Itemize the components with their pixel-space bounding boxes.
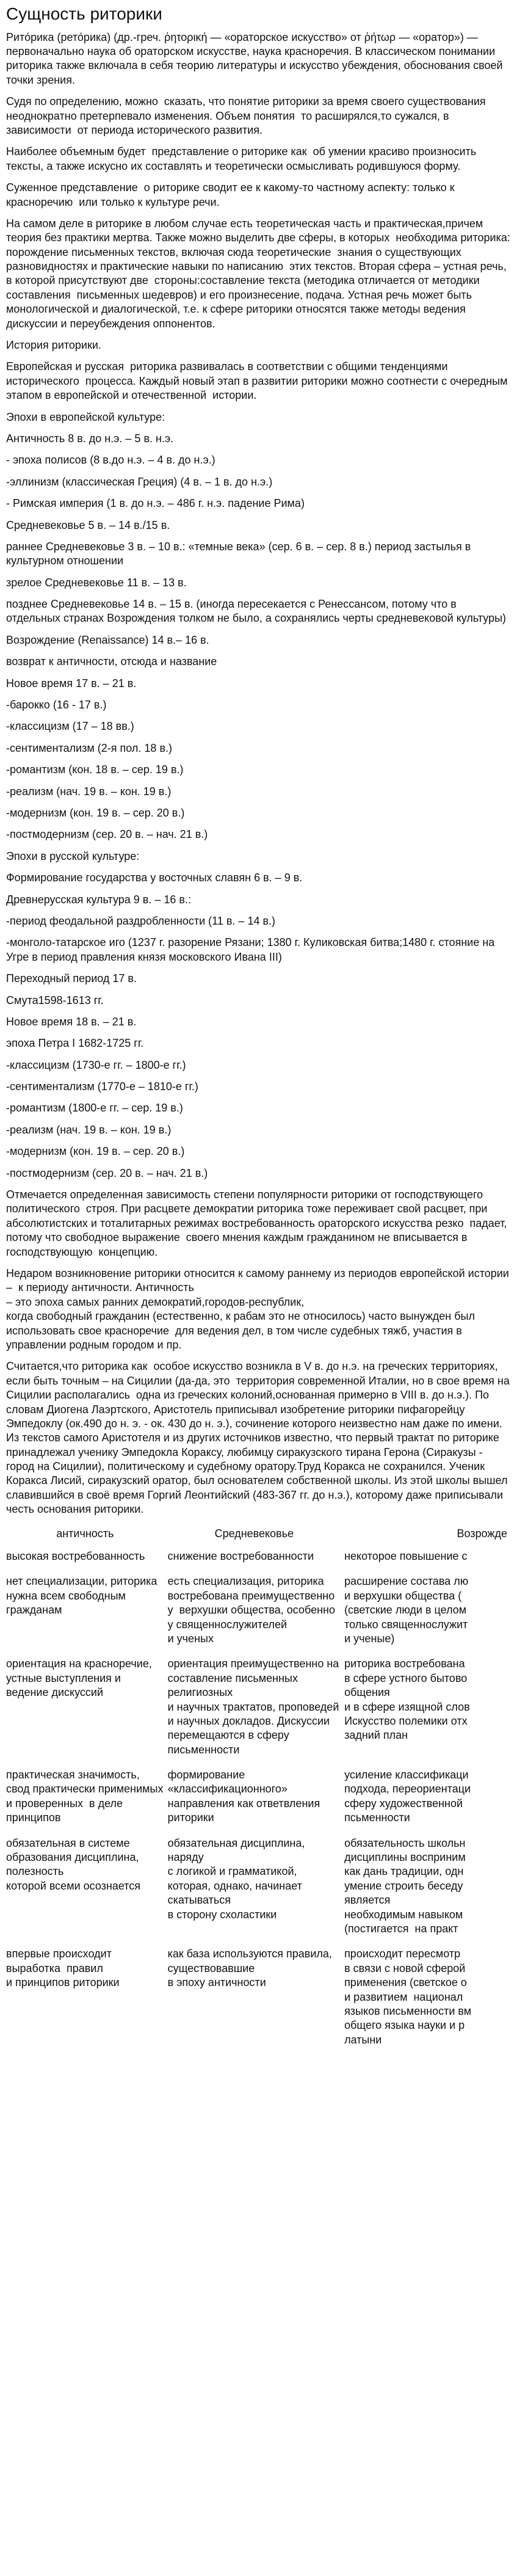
list-item: -постмодернизм (сер. 20 в. – нач. 21 в.) bbox=[6, 1166, 208, 1179]
list-item: зрелое Средневековье 11 в. – 13 в. bbox=[6, 576, 187, 589]
list-item: Новое время 18 в. – 21 в. bbox=[6, 1015, 137, 1028]
table-header-antiquity: античность bbox=[56, 1527, 114, 1540]
list-item: - эпоха полисов (8 в.до н.э. – 4 в. до н.э.) bbox=[6, 454, 215, 467]
list-item: Новое время 17 в. – 21 в. bbox=[6, 677, 137, 689]
table-cell: как база используются правила, существовавшие в эпоху античности bbox=[167, 1948, 332, 1989]
paragraph: Судя по определению, можно сказать, что понятие риторики за время своего существования неоднократно претерпевало изменения. Объем понятия то расширялся,то сужался, в зависимости от периода исторического развития. bbox=[6, 95, 489, 136]
table-row bbox=[6, 1572, 511, 1654]
list-item: Средневековье 5 в. – 14 в./15 в. bbox=[6, 518, 170, 531]
list-item: позднее Средневековье 14 в. – 15 в. (иногда пересекается с Ренессансом, потому что в отдельных странах Возрождения толком не было, а сохранялись черты средневековой культуры) bbox=[6, 598, 507, 625]
intro-section bbox=[6, 31, 514, 403]
paragraph: Суженное представление о риторике сводит ее к какому-то частному аспекту: только к красноречию или только к культуре речи. bbox=[6, 181, 458, 208]
list-item: -модернизм (кон. 19 в. – сер. 20 в.) bbox=[6, 807, 185, 819]
list-item: раннее Средневековье 3 в. – 10 в.: «темные века» (сер. 6 в. – сер. 8 в.) период застылья в культурном отношении bbox=[6, 540, 471, 567]
table-cell: высокая востребованность bbox=[6, 1550, 145, 1563]
table-row bbox=[6, 1547, 511, 1572]
paragraph: Отмечается определенная зависимость степени популярности риторики от господствующего политического строя. При расцвете демократии риторика тоже переживает свой расцвет, при абсолютистских и тоталитарных режимах востребованность ораторского искусства резко падает, потому что свободное выражение своего мнения каждым гражданином не вписывается в господствующую концепцию. bbox=[6, 1188, 510, 1258]
list-item: Переходный период 17 в. bbox=[6, 972, 137, 985]
table-cell: есть специализация, риторика востребована преимущественно у верхушки общества, особенно у священнослужителей и ученых bbox=[167, 1575, 335, 1645]
paragraph: Рито́рика (рето́рика) (др.-греч. ῥητορική — «ораторское искусство» от ῥήτωρ — «оратор») — первоначально наука об ораторском искусстве, наука красноречия. В классическом понимании риторика также включала в себя теорию литературы и искусство убеждения, обоснования своей точки зрения. bbox=[6, 31, 506, 86]
table-cell: обязательность школьн дисциплины восприним как дань традиции, одн умение строить беседу является необходимым навыком (постигается на практ bbox=[344, 1836, 466, 1935]
table-body bbox=[6, 1547, 511, 2056]
paragraph: История риторики. bbox=[6, 339, 101, 352]
comparison-table bbox=[6, 1524, 511, 2056]
table-cell: обязательная дисциплина, наряду с логикой и грамматикой, которая, однако, начинает скатываться в сторону схоластики bbox=[167, 1836, 305, 1921]
table-cell: снижение востребованности bbox=[167, 1550, 314, 1563]
list-item: -постмодернизм (сер. 20 в. – нач. 21 в.) bbox=[6, 828, 208, 841]
table-cell: формирование «классификационного» направления как ответвления риторики bbox=[167, 1769, 324, 1824]
table-cell: расширение состава лю и верхушки общества ( (светские люди в целом только священнослужит и ученые) bbox=[344, 1575, 469, 1645]
list-item: Древнерусская культура 9 в. – 16 в.: bbox=[6, 893, 191, 906]
list-item: -эллинизм (классическая Греция) (4 в. – 1 в. до н.э.) bbox=[6, 475, 273, 488]
list-item: -реализм (нач. 19 в. – кон. 19 в.) bbox=[6, 1123, 172, 1136]
table-cell: усиление классификаци подхода, переориентаци сферу художественной псьменности bbox=[344, 1769, 471, 1824]
table-row bbox=[6, 1654, 511, 1766]
closing-section bbox=[6, 1188, 511, 1517]
table-cell: практическая значимость, свод практически применимых и проверенных в деле принципов bbox=[6, 1769, 167, 1824]
list-item: Формирование государства у восточных славян 6 в. – 9 в. bbox=[6, 871, 303, 884]
paragraph: Считается,что риторика как особое искусство возникла в V в. до н.э. на греческих территориях, если быть точным – на Сицилии (да-да, это территория современной Италии, но в свое время на Сицилии располагались одна из греческих колоний,основанная примерно в VIII в. до н.э.). По словам Диогена Лаэртского, Аристотель приписывал изобретение риторики пифагорейцу Эмпедоклу (ок.490 до н. э. - ок. 430 до н. э.), сочинение которого неизвестно нам даже по имени. Из текстов самого Аристотеля и из других источников известно, что первый трактат по риторике принадлежал ученику Эмпедокла Кораксу, любимцу сиракузского тирана Герона (Сиракузы - город на Сицилии), политическому и судебному оратору.Труд Коракса не сохранился. Ученик Коракса Лисий, сиракузский оратор, был основателем собственной школы. Из этой школы вышел славившийся в своё время Горгий Леонтийский (483-367 гг. до н.э.), которому даже приписывали честь основания риторики. bbox=[6, 1360, 513, 1516]
table-header-row bbox=[6, 1524, 511, 1547]
list-item: - Римская империя (1 в. до н.э. – 486 г. н.э. падение Рима) bbox=[6, 497, 305, 510]
list-item: -монголо-татарское иго (1237 г. разорение Рязани; 1380 г. Куликовская битва;1480 г. стояние на Угре в период правления князя московского Ивана III) bbox=[6, 936, 495, 963]
list-item: -реализм (нач. 19 в. – кон. 19 в.) bbox=[6, 785, 172, 798]
table-header-middle-ages: Средневековье bbox=[214, 1527, 294, 1540]
list-item: -классицизм (1730-е гг. – 1800-е гг.) bbox=[6, 1058, 186, 1071]
europe-epochs-list bbox=[6, 432, 511, 842]
list-item: -романтизм (кон. 18 в. – сер. 19 в.) bbox=[6, 763, 184, 776]
list-item: -период феодальной раздробленности (11 в. – 14 в.) bbox=[6, 914, 276, 927]
paragraph: На самом деле в риторике в любом случае есть теоретическая часть и практическая,причем теория без практики мертва. Также можно выделить две сферы, в которых необходима риторика: порождение письменных текстов, включая сюда теоретические знания о существующих разновидностях и практические навыки по написанию этих текстов. Вторая сфера – устная речь, в которой присутствуют две стороны:составление текста (методика отличается от методики составления письменных шедевров) и его произнесение, подача. Устная речь может быть монологической и диалогической, т.е. к сфере риторики относятся также методы ведения дискуссии и переубеждения оппонентов. bbox=[6, 217, 513, 330]
list-item: Возрождение (Renaissance) 14 в.– 16 в. bbox=[6, 633, 209, 646]
table-cell: ориентация на красноречие, устные выступления и ведение дискуссий bbox=[6, 1657, 155, 1699]
list-item: -сентиментализм (2-я пол. 18 в.) bbox=[6, 741, 173, 754]
list-item: Смута1598-1613 гг. bbox=[6, 994, 104, 1006]
table-cell: некоторое повышение с bbox=[344, 1550, 468, 1563]
list-item: -сентиментализм (1770-е – 1810-е гг.) bbox=[6, 1080, 198, 1093]
list-item: -барокко (16 - 17 в.) bbox=[6, 699, 107, 711]
paragraph: Наиболее объемным будет представление о риторике как об умении красиво произносить тексты, а также искусно их составлять и теоретически осмысливать родившуюся форму. bbox=[6, 145, 480, 172]
list-item: -классицизм (17 – 18 вв.) bbox=[6, 720, 134, 733]
russia-heading: Эпохи в русской культуре: bbox=[6, 850, 140, 862]
page-title: Сущность риторики bbox=[6, 4, 162, 23]
list-item: -модернизм (кон. 19 в. – сер. 20 в.) bbox=[6, 1145, 185, 1158]
table-row bbox=[6, 1834, 511, 1945]
table-cell: обязательная в системе образования дисциплина, полезность которой всеми осознается bbox=[6, 1836, 141, 1892]
paragraph: Недаром возникновение риторики относится к самому раннему из периодов европейской истории – к периоду античности. Античность – это эпоха самых ранних демократий,городов-республик, когда свободный гражданин (естественно, к рабам это не относилось) часто вынужден был использовать свое красноречие для ведения дел, в том числе судебных тяжб, участия в управлении родным городом и пр. bbox=[6, 1267, 509, 1351]
table-cell: ориентация преимущественно на составление письменных религиозных и научных трактатов, проповедей и научных докладов. Дискуссии перемещаются в сферу письменности bbox=[167, 1657, 339, 1756]
europe-heading: Эпохи в европейской культуре: bbox=[6, 410, 165, 423]
list-item: Античность 8 в. до н.э. – 5 в. н.э. bbox=[6, 432, 174, 445]
table-cell: нет специализации, риторика нужна всем свободным гражданам bbox=[6, 1575, 161, 1617]
table-row bbox=[6, 1945, 511, 2056]
list-item: эпоха Петра I 1682-1725 гг. bbox=[6, 1037, 144, 1050]
list-item: -романтизм (1800-е гг. – сер. 19 в.) bbox=[6, 1102, 183, 1115]
list-item: возврат к античности, отсюда и название bbox=[6, 655, 217, 668]
paragraph: Европейская и русская риторика развивалась в соответствии с общими тенденциями исторического процесса. Каждый новый этап в развитии риторики можно соотнести с очередным этапом в европейской и отечественной истории. bbox=[6, 360, 514, 402]
table-row bbox=[6, 1766, 511, 1834]
table-cell: риторика востребована в сфере устного бытово общения и в сфере изящной слов Искусство полемики отх задний план bbox=[344, 1657, 470, 1742]
table-cell: происходит пересмотр в связи с новой сферой применения (светское о и развитием национал языков письменности вм общего языка науки и р латыни bbox=[344, 1948, 472, 2046]
russia-epochs-list bbox=[6, 871, 511, 1181]
table-header-renaissance: Возрожде bbox=[457, 1527, 507, 1540]
table-cell: впервые происходит выработка правил и принципов риторики bbox=[6, 1948, 120, 1989]
